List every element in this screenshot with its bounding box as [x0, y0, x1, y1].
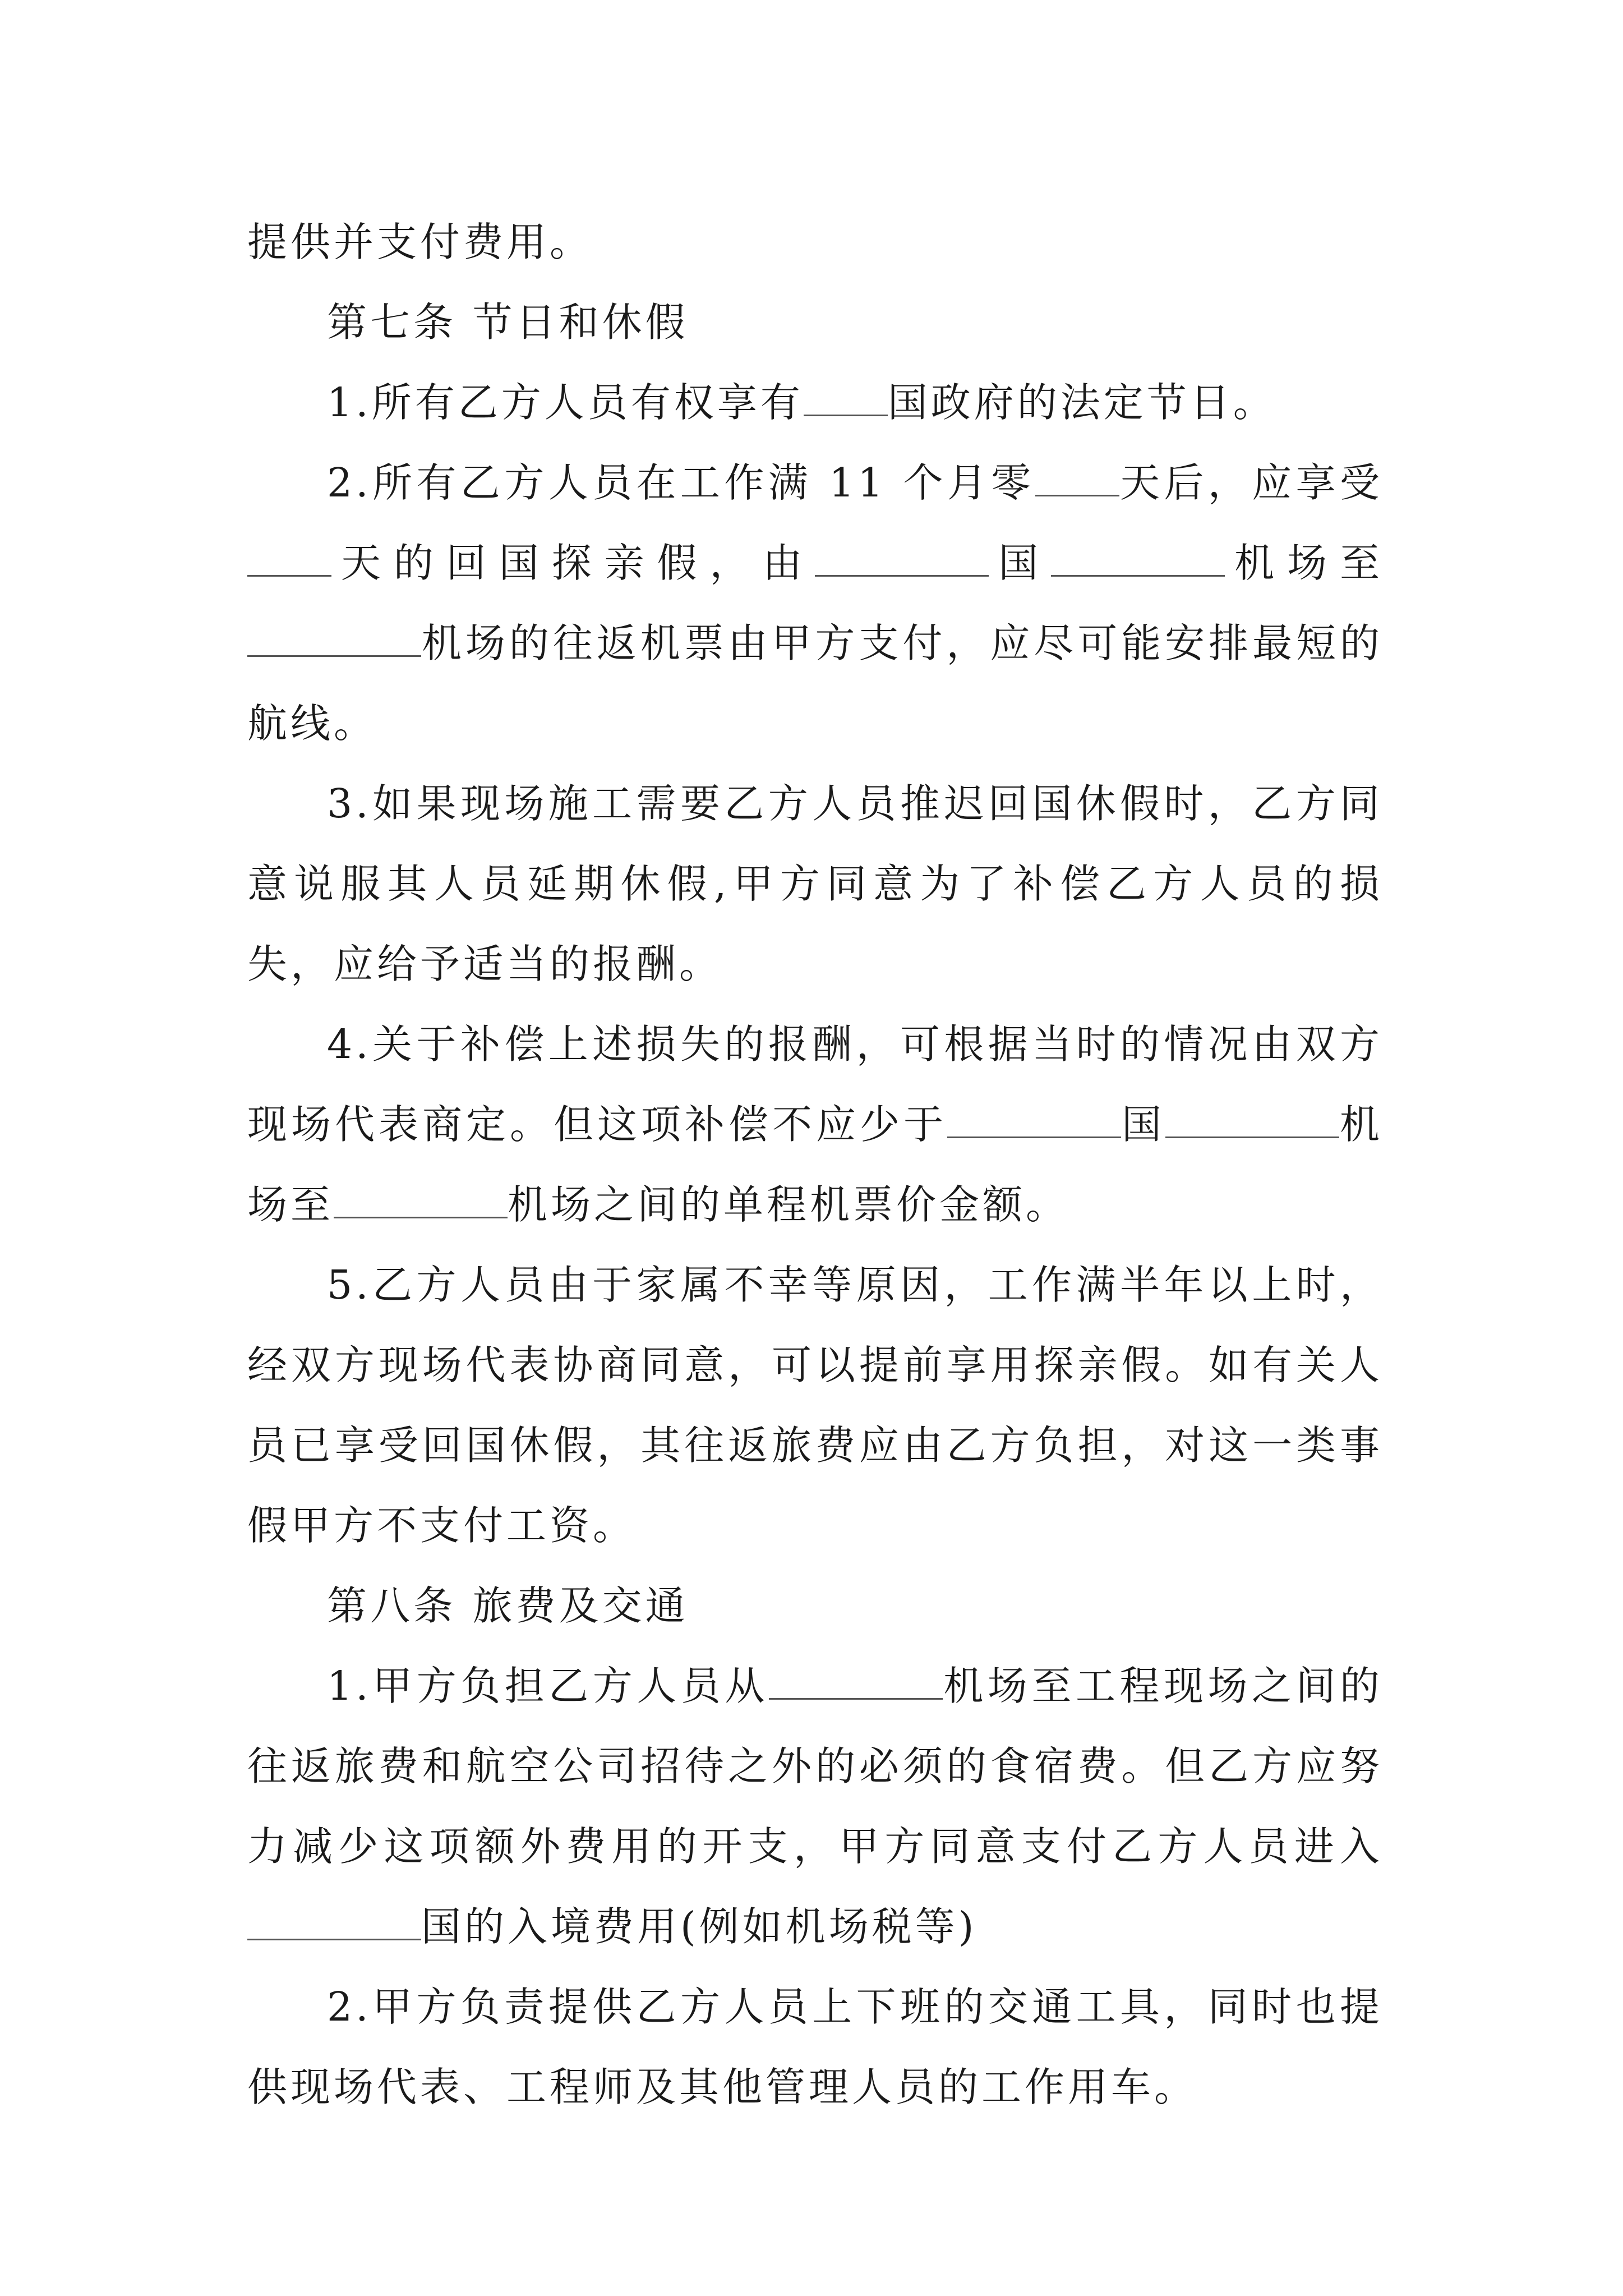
heading-text: 第七条 节日和休假	[327, 299, 689, 346]
fill-blank[interactable]	[804, 379, 888, 416]
clause-text: 2.所有乙方人员在工作满 11 个月零	[327, 459, 1035, 506]
fill-blank[interactable]	[334, 1181, 508, 1218]
fill-blank[interactable]	[947, 1101, 1121, 1138]
clause-text: 国政府的法定节日。	[887, 379, 1276, 426]
clause-text: 1.甲方负担乙方人员从	[327, 1663, 769, 1709]
fill-blank[interactable]	[247, 1903, 421, 1940]
article-7-clause-3	[247, 763, 1383, 1004]
fill-blank[interactable]	[247, 619, 421, 657]
clause-text: 机场至工程现场之间的往返旅费和航空公司招待之外的必须的食宿费。但乙方应努力减少这项额外费用的开支，甲方同意支付乙方人员进入	[247, 1663, 1383, 1870]
clause-text: 国	[989, 540, 1052, 586]
paragraph-text: 提供并支付费用。	[247, 219, 593, 265]
clause-text: 天后，应享受	[1119, 459, 1383, 506]
article-8-heading	[247, 1566, 1383, 1646]
clause-text: 天的回国探亲假，由	[331, 540, 815, 586]
article-7-clause-1	[247, 362, 1383, 443]
paragraph-continuation	[247, 202, 1383, 282]
clause-text: 5.乙方人员由于家属不幸等原因，工作满半年以上时，经双方现场代表协商同意，可以提前享用探亲假。如有关人员已享受回国休假，其往返旅费应由乙方负担，对这一类事假甲方不支付工资。	[247, 1262, 1383, 1549]
fill-blank[interactable]	[1165, 1101, 1339, 1138]
article-7-clause-5	[247, 1245, 1383, 1566]
article-8-clause-2	[247, 1967, 1383, 2127]
fill-blank[interactable]	[1051, 539, 1225, 577]
article-7-clause-2	[247, 443, 1383, 763]
clause-text: 4.关于补偿上述损失的报酬，可根据当时的情况由双方现场代表商定。但这项补偿不应少于	[247, 1021, 1383, 1148]
clause-text: 国的入境费用(例如机场税等)	[421, 1903, 978, 1950]
clause-text: 机场的往返机票由甲方支付，应尽可能安排最短的航线。	[247, 620, 1383, 747]
fill-blank[interactable]	[1035, 459, 1119, 496]
clause-text: 1.所有乙方人员有权享有	[327, 379, 804, 426]
clause-text: 国	[1121, 1101, 1165, 1148]
article-7-heading	[247, 282, 1383, 362]
clause-text: 2.甲方负责提供乙方人员上下班的交通工具，同时也提供现场代表、工程师及其他管理人员的工作用车。	[247, 1984, 1383, 2110]
fill-blank[interactable]	[247, 539, 331, 577]
heading-text: 第八条 旅费及交通	[327, 1582, 689, 1629]
article-7-clause-4	[247, 1004, 1383, 1245]
clause-text: 机场至	[247, 1101, 1383, 1228]
fill-blank[interactable]	[769, 1662, 943, 1700]
clause-text: 机场至	[1225, 540, 1383, 586]
fill-blank[interactable]	[815, 539, 989, 577]
document-body	[247, 202, 1383, 2127]
article-8-clause-1	[247, 1646, 1383, 1967]
clause-text: 3.如果现场施工需要乙方人员推迟回国休假时，乙方同意说服其人员延期休假,甲方同意为了补偿乙方人员的损失，应给予适当的报酬。	[247, 780, 1383, 987]
clause-text: 机场之间的单程机票价金额。	[508, 1181, 1069, 1228]
